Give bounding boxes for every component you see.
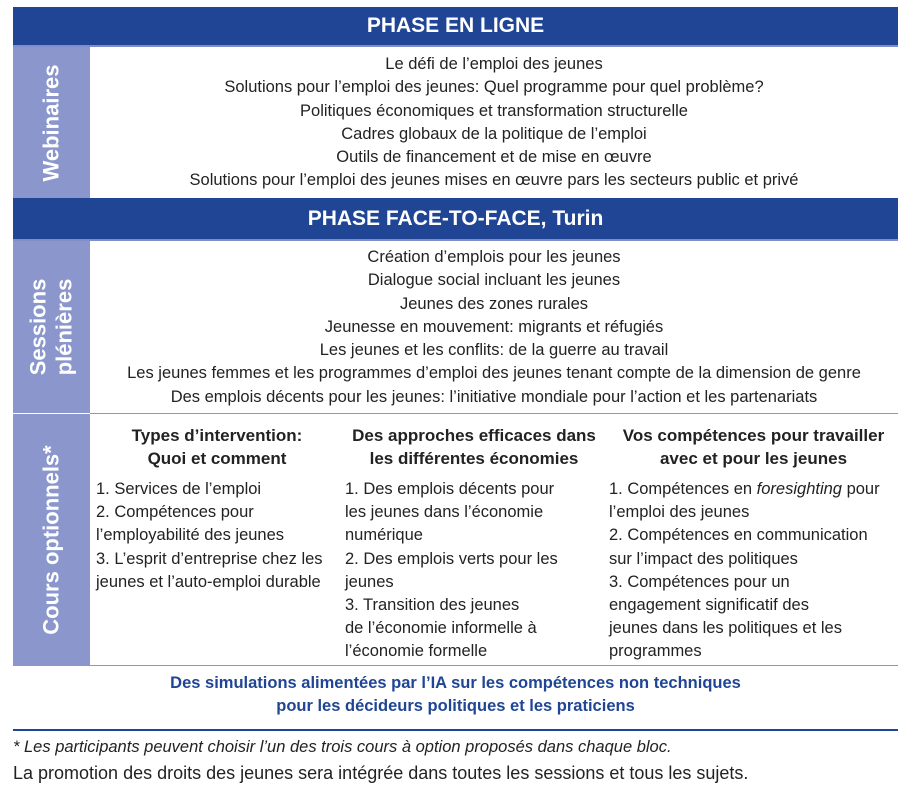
- footnote: * Les participants peuvent choisir l’un des trois cours à option proposés dans chaque bloc.: [13, 738, 672, 756]
- webinar-list: [90, 53, 898, 193]
- plenary-side-label: [13, 241, 90, 413]
- course-column-heading: Vos compétences pour travailler avec et pour les jeunes: [622, 426, 885, 468]
- list-item: 1. Services de l’emploi: [96, 480, 262, 498]
- course-column-heading: Types d’intervention: Quoi et comment: [131, 426, 303, 468]
- course-column-skills: [609, 424, 898, 664]
- list-item: 1. Des emplois décents pour les jeunes dans l’économie numérique: [345, 480, 555, 545]
- course-column-heading: Des approches efficaces dans les différentes économies: [352, 426, 596, 468]
- list-item: Création d’emplois pour les jeunes: [367, 248, 621, 266]
- list-item: 3. L’esprit d’entreprise chez les jeunes et l’auto-emploi durable: [96, 549, 323, 591]
- list-item: 3. Compétences pour un engagement significatif des jeunes dans les politiques et les programmes: [609, 572, 842, 661]
- section-divider: [13, 665, 898, 666]
- list-item: Politiques économiques et transformation structurelle: [300, 101, 688, 120]
- list-item: 2. Compétences en communication sur l’impact des politiques: [609, 526, 868, 568]
- plenary-label: Sessions plénières: [25, 278, 77, 376]
- online-phase-title: PHASE EN LIGNE: [366, 14, 545, 37]
- ai-simulation-note: Des simulations alimentées par l’IA sur les compétences non techniques pour les décideurs politiques et les praticiens: [170, 674, 741, 715]
- online-phase-header: [13, 7, 898, 47]
- list-item: Jeunesse en mouvement: migrants et réfugiés: [324, 317, 664, 336]
- list-item: Des emplois décents pour les jeunes: l’initiative mondiale pour l’action et les partenariats: [170, 387, 818, 406]
- list-item: Cadres globaux de la politique de l’emploi: [341, 124, 647, 143]
- list-item: Le défi de l’emploi des jeunes: [385, 55, 603, 73]
- list-item: Les jeunes femmes et les programmes d’emploi des jeunes tenant compte de la dimension de genre: [127, 364, 861, 383]
- course-column-approaches: [345, 424, 603, 664]
- list-item: Dialogue social incluant les jeunes: [367, 271, 621, 290]
- list-item: Solutions pour l’emploi des jeunes: Quel programme pour quel problème?: [224, 78, 764, 97]
- list-item: 1. Compétences en foresighting pour l’emploi des jeunes: [609, 480, 880, 522]
- list-item: Les jeunes et les conflits: de la guerre au travail: [319, 341, 669, 360]
- plenary-list: [90, 246, 898, 409]
- face-to-face-phase-title: PHASE FACE-TO-FACE, Turin: [307, 206, 604, 230]
- list-item: Jeunes des zones rurales: [399, 294, 589, 313]
- list-item: 2. Des emplois verts pour les jeunes: [345, 549, 558, 591]
- course-column-intervention: [96, 424, 338, 594]
- face-to-face-phase-header: [13, 198, 898, 241]
- list-item: Outils de financement et de mise en œuvre: [336, 148, 652, 167]
- section-divider: [90, 413, 898, 414]
- list-item: 3. Transition des jeunes de l’économie informelle à l’économie formelle: [345, 596, 537, 661]
- foresighting-term: foresighting: [756, 480, 842, 498]
- bottom-rule: [13, 729, 898, 731]
- list-item: Solutions pour l’emploi des jeunes mises en œuvre pars les secteurs public et privé: [189, 171, 799, 190]
- webinars-label: Webinaires: [38, 64, 64, 181]
- optional-courses-side-label: [13, 414, 90, 665]
- list-item: 2. Compétences pour l’employabilité des jeunes: [96, 503, 285, 545]
- optional-courses-label: Cours optionnels*: [38, 444, 64, 635]
- promotion-note: La promotion des droits des jeunes sera intégrée dans toutes les sessions et tous les sujets.: [13, 763, 749, 783]
- webinars-side-label: [13, 47, 90, 198]
